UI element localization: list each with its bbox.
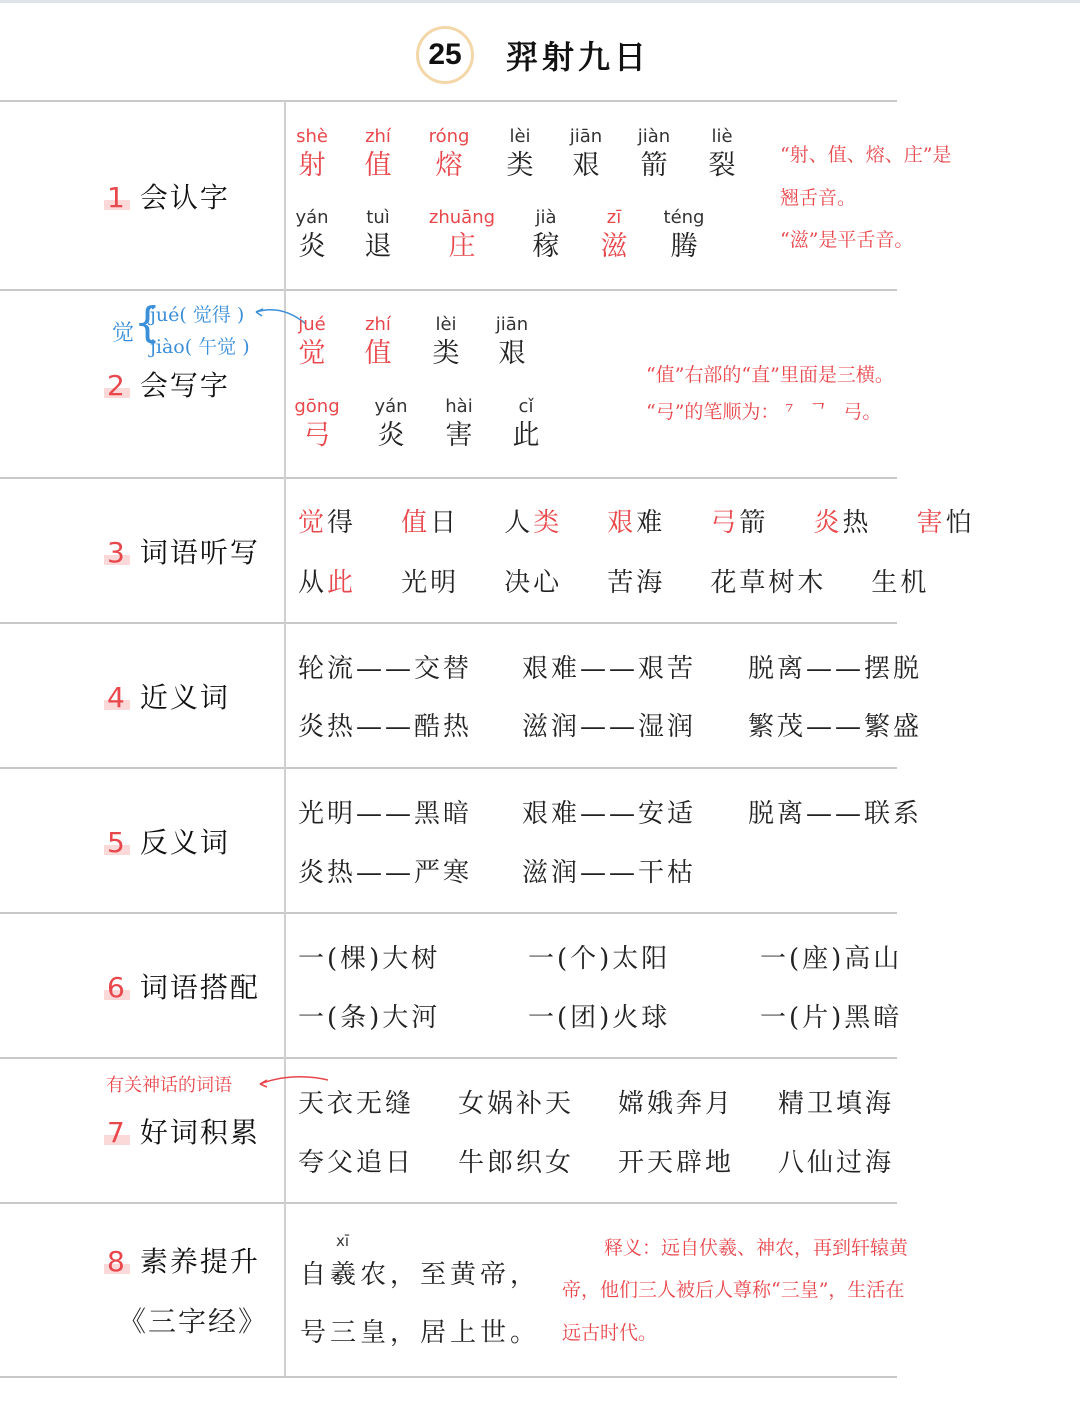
section-label-3: 3 词语听写	[104, 531, 260, 571]
polyphone-char: 觉	[112, 321, 135, 346]
dictation-row-1: 觉得 值日 人类 艰难 弓箭 炎热 害怕	[298, 508, 975, 538]
collocation: 一(个)太阳	[528, 944, 671, 974]
section-label-4: 4 近义词	[104, 676, 230, 716]
synonym-pair: 轮流——交替	[298, 654, 473, 684]
char-card: zhí 值	[364, 126, 392, 181]
synonym-pair: 滋润——湿润	[522, 712, 697, 742]
collocation: 一(棵)大树	[298, 944, 441, 974]
char-card: yán 炎	[374, 396, 408, 451]
note-stroke-order: “弓”的笔顺为： ⁷ ᄀ 弓。	[646, 401, 882, 423]
char-card: tuì 退	[364, 207, 392, 262]
classic-line-2: 号三皇，居上世。	[300, 1318, 541, 1348]
char-card: jià 稼	[532, 207, 560, 262]
polyphone-reading-2: jiào( 午觉 )	[150, 336, 250, 358]
section-label-5: 5 反义词	[104, 821, 230, 861]
char-card: jiān 艰	[495, 314, 529, 369]
section-label-7: 7 好词积累	[104, 1111, 260, 1151]
idiom: 天衣无缝	[298, 1089, 415, 1119]
section-label-6: 6 词语搭配	[104, 966, 260, 1006]
pinyin-xi: xī	[336, 1232, 350, 1250]
note-stroke-zhi: “值”右部的“直”里面是三横。	[646, 364, 894, 386]
antonym-pair: 艰难——安适	[522, 799, 697, 829]
collocation: 一(座)高山	[760, 944, 903, 974]
synonym-pair: 脱离——摆脱	[748, 654, 923, 684]
antonym-pair: 炎热——严寒	[298, 858, 473, 888]
note-flat-tongue: “滋”是平舌音。	[780, 229, 914, 251]
char-card: róng 熔	[428, 126, 470, 181]
synonym-pair: 炎热——酷热	[298, 712, 473, 742]
char-card: lèi 类	[506, 126, 534, 181]
char-card: shè 射	[296, 126, 328, 181]
page-header	[0, 22, 1080, 92]
char-card: cǐ 此	[512, 396, 540, 451]
book-title: 《三字经》	[118, 1305, 269, 1338]
idiom: 女娲补天	[458, 1089, 575, 1119]
char-card: hài 害	[445, 396, 473, 451]
antonym-pair: 光明——黑暗	[298, 799, 473, 829]
char-card: jiàn 箭	[637, 126, 671, 181]
char-card: zhuāng 庄	[428, 207, 496, 262]
section-label-8: 8 素养提升	[104, 1240, 260, 1280]
collocation: 一(团)火球	[528, 1003, 671, 1033]
idiom: 嫦娥奔月	[618, 1089, 735, 1119]
antonym-pair: 脱离——联系	[748, 799, 923, 829]
explanation-line-3: 远古时代。	[562, 1322, 658, 1344]
char-card: yán 炎	[295, 207, 329, 262]
char-card: gōng 弓	[294, 396, 340, 451]
idiom: 开天辟地	[618, 1148, 735, 1178]
section-label-2: 2 会写字	[104, 364, 230, 404]
char-card: zī 滋	[600, 207, 628, 262]
note-myth-words: 有关神话的词语	[106, 1075, 232, 1096]
lesson-number-badge: 25	[416, 26, 474, 84]
char-card: zhí 值	[364, 314, 392, 369]
idiom: 精卫填海	[778, 1089, 895, 1119]
dictation-row-2: 从此 光明 决心 苦海 花草树木 生机	[298, 568, 930, 598]
char-card: jué 觉	[298, 314, 326, 369]
section-label-1: 1 会认字	[104, 176, 230, 216]
explanation-line-2: 帝，他们三人被后人尊称“三皇”，生活在	[562, 1279, 905, 1301]
synonym-pair: 繁茂——繁盛	[748, 712, 923, 742]
idiom: 牛郎织女	[458, 1148, 575, 1178]
brace-icon: {	[134, 298, 161, 347]
top-border	[0, 0, 1080, 3]
classic-line-1: 自羲农，至黄帝，	[300, 1260, 541, 1290]
synonym-pair: 艰难——艰苦	[522, 654, 697, 684]
char-card: téng 腾	[663, 207, 705, 262]
polyphone-reading-1: jué( 觉得 )	[150, 304, 245, 326]
note-retroflex-2: 翘舌音。	[780, 187, 857, 209]
note-retroflex: “射、值、熔、庄”是	[780, 144, 952, 166]
explanation-line-1: 释义：远自伏羲、神农，再到轩辕黄	[604, 1237, 909, 1259]
antonym-pair: 滋润——干枯	[522, 858, 697, 888]
page-title: 羿射九日	[506, 38, 651, 76]
collocation: 一(条)大河	[298, 1003, 441, 1033]
char-card: jiān 艰	[569, 126, 603, 181]
char-card: liè 裂	[708, 126, 736, 181]
idiom: 夸父追日	[298, 1148, 415, 1178]
collocation: 一(片)黑暗	[760, 1003, 903, 1033]
idiom: 八仙过海	[778, 1148, 895, 1178]
char-card: lèi 类	[432, 314, 460, 369]
column-divider	[284, 100, 286, 1376]
